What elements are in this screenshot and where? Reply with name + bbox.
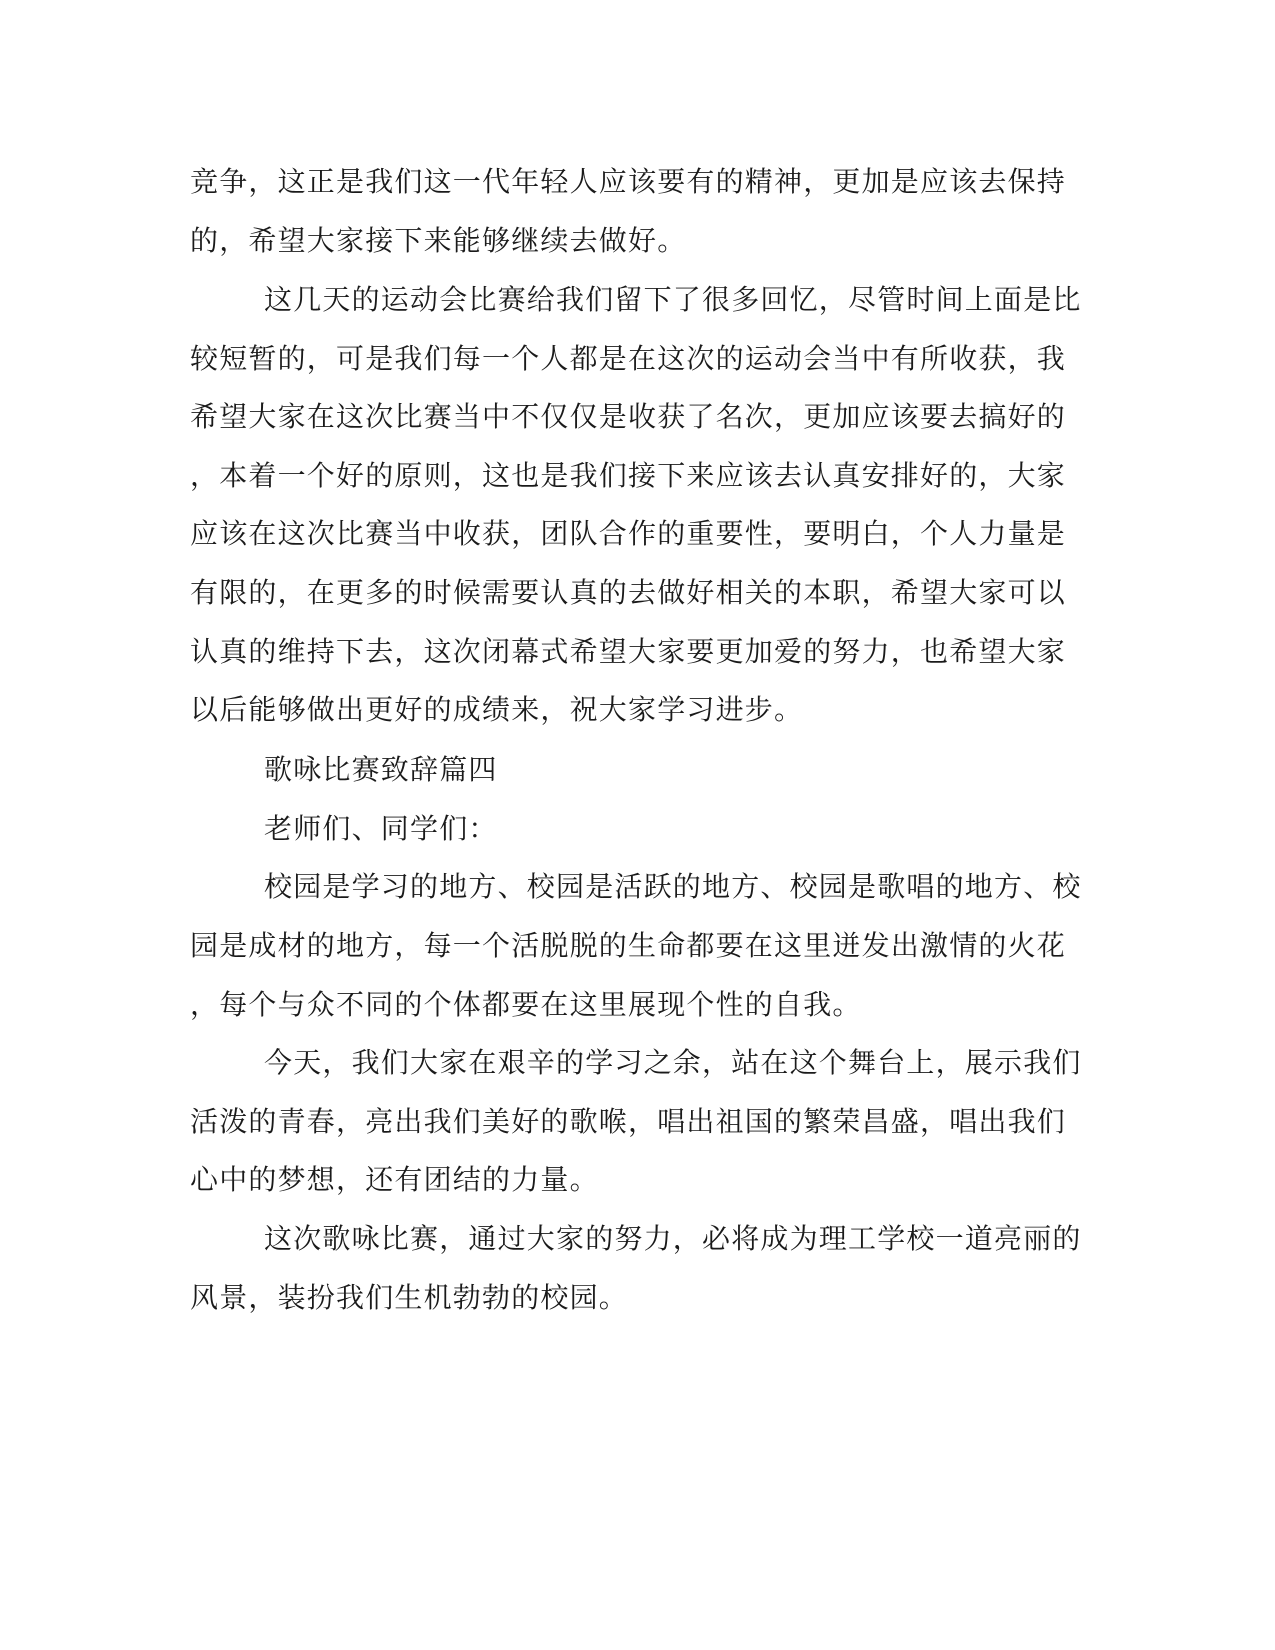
text-line: 园是成材的地方，每一个活脱脱的生命都要在这里迸发出激情的火花 [190,929,1067,962]
text-line: 活泼的青春，亮出我们美好的歌喉，唱出祖国的繁荣昌盛，唱出我们 [190,1105,1067,1138]
text-line: 竞争，这正是我们这一代年轻人应该要有的精神，更加是应该去保持 [190,165,1067,198]
text-line: 以后能够做出更好的成绩来，祝大家学习进步。 [190,693,804,726]
paragraph-start-line: 这几天的运动会比赛给我们留下了很多回忆，尽管时间上面是比 [264,283,1082,316]
section-heading: 歌咏比赛致辞篇四 [264,753,498,786]
text-line: 风景，装扮我们生机勃勃的校园。 [190,1281,629,1314]
text-line: 心中的梦想，还有团结的力量。 [190,1163,599,1196]
text-line: 较短暂的，可是我们每一个人都是在这次的运动会当中有所收获，我 [190,342,1067,375]
text-line: 有限的，在更多的时候需要认真的去做好相关的本职，希望大家可以 [190,576,1067,609]
text-line: 的，希望大家接下来能够继续去做好。 [190,224,687,257]
salutation-line: 老师们、同学们： [264,812,498,845]
text-line: ，本着一个好的原则，这也是我们接下来应该去认真安排好的，大家 [190,459,1067,492]
text-line: 希望大家在这次比赛当中不仅仅是收获了名次，更加应该要去搞好的 [190,400,1067,433]
text-line: 应该在这次比赛当中收获，团队合作的重要性，要明白，个人力量是 [190,517,1067,550]
text-line: 认真的维持下去，这次闭幕式希望大家要更加爱的努力，也希望大家 [190,635,1067,668]
paragraph-start-line: 校园是学习的地方、校园是活跃的地方、校园是歌唱的地方、校 [264,870,1082,903]
paragraph-start-line: 这次歌咏比赛，通过大家的努力，必将成为理工学校一道亮丽的 [264,1222,1082,1255]
text-line: ，每个与众不同的个体都要在这里展现个性的自我。 [190,988,862,1021]
paragraph-start-line: 今天，我们大家在艰辛的学习之余，站在这个舞台上，展示我们 [264,1046,1082,1079]
